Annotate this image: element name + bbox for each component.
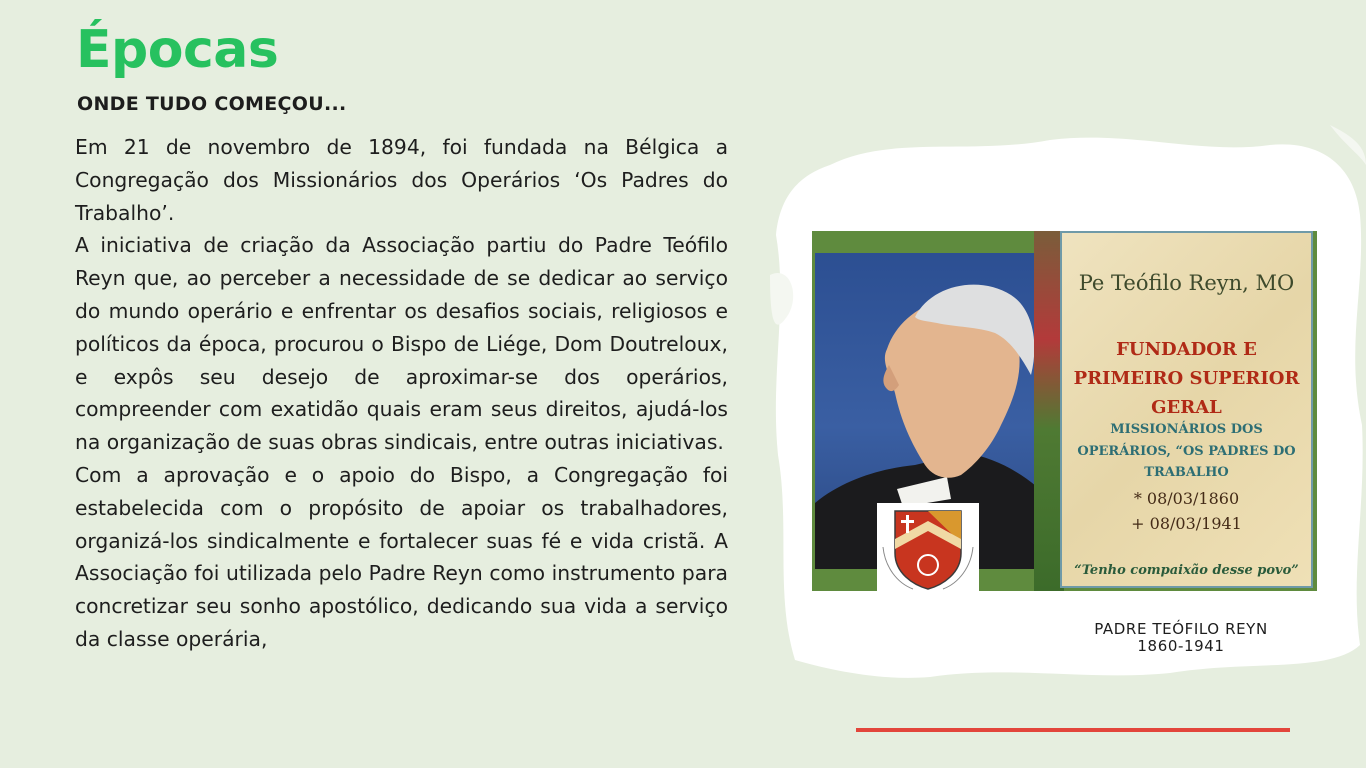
paragraph-initiative: A iniciativa de criação da Associação partiu do Padre Teófilo Reyn que, ao perceber a necessidade de se dedicar ao serviço do mundo operário e enfrentar os desafios sociais, religiosos e políticos da época, procurou o Bispo de Liége, Dom Doutreloux, e expôs seu desejo de aproximar-se dos operários, compreender com exatidão quais eram seus direitos, ajudá-los na organização de suas obras sindicais, entre outras iniciativas.: [75, 233, 728, 455]
founder-info-panel: [1060, 231, 1313, 588]
paragraph-approval: Com a aprovação e o apoio do Bispo, a Congregação foi estabelecida com o propósito de apoiar os trabalhadores, organizá-los sindicalmente e fortalecer suas fé e vida cristã. A Associação foi utilizada pelo Padre Reyn como instrumento para concretizar seu sonho apostólico, dedicando sua vida a serviço da classe operária,: [75, 462, 728, 651]
page-title: Épocas: [76, 20, 279, 80]
paragraph-foundation: Em 21 de novembro de 1894, foi fundada na Bélgica a Congregação dos Missionários dos Operários ‘Os Padres do Trabalho’.: [75, 135, 728, 225]
accent-divider: [856, 728, 1290, 732]
panel-congregation: MISSIONÁRIOS DOS OPERÁRIOS, “OS PADRES DO TRABALHO: [1077, 422, 1296, 480]
page-subtitle: ONDE TUDO COMEÇOU...: [77, 93, 347, 115]
photo-caption: [1061, 621, 1301, 655]
caption-years: 1860-1941: [1137, 637, 1225, 655]
history-text: [75, 131, 728, 656]
panel-quote: “Tenho compaixão desse povo”: [1074, 563, 1299, 578]
panel-role: FUNDADOR E PRIMEIRO SUPERIOR GERAL: [1073, 339, 1300, 418]
panel-dates: * 08/03/1860 + 08/03/1941: [1131, 489, 1242, 533]
caption-name: PADRE TEÓFILO REYN: [1094, 620, 1268, 638]
congregation-crest-icon: [877, 503, 979, 591]
founder-photo: [812, 231, 1317, 591]
panel-name: Pe Teófilo Reyn, MO: [1078, 271, 1295, 295]
